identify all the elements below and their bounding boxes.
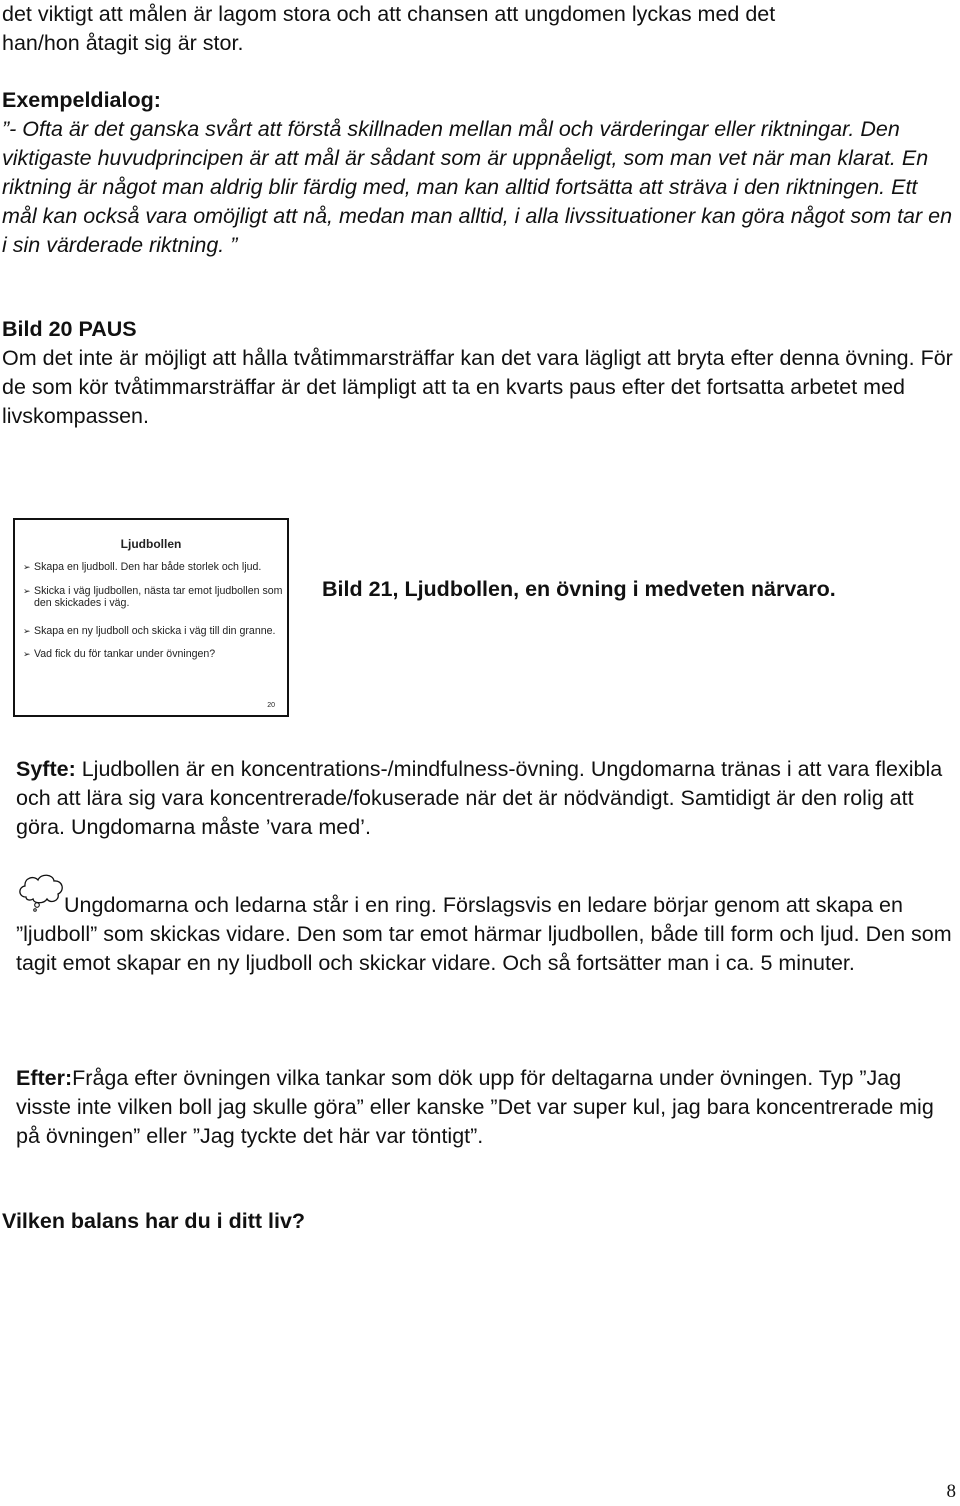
closing-heading: Vilken balans har du i ditt liv? xyxy=(2,1209,306,1233)
syfte-paragraph xyxy=(16,755,956,842)
syfte-label: Syfte: xyxy=(16,757,76,781)
intro-line-1: det viktigt att målen är lagom stora och att chansen att ungdomen lyckas med det xyxy=(2,2,776,26)
syfte-text: Ljudbollen är en koncentrations-/mindfulness-övning. Ungdomarna tränas i att vara flexibla och att lära sig vara koncentrerade/fokuserade när det är nödvändigt. Samtidigt är den rolig att göra. Ungdomarna måste ’vara med’. xyxy=(16,757,943,839)
intro-paragraph xyxy=(2,0,957,58)
instructions-paragraph xyxy=(16,891,956,978)
arrow-bullet-icon: ➢ xyxy=(23,649,31,659)
slide-bullet: ➢ Skapa en ljudboll. Den har både storlek och ljud. xyxy=(23,561,262,573)
bild20-heading: Bild 20 PAUS xyxy=(2,317,137,341)
efter-paragraph xyxy=(16,1064,956,1151)
instructions-text: Ungdomarna och ledarna står i en ring. Förslagsvis en ledare börjar genom att skapa en ”ljudboll” som skickas vidare. Den som tar emot härmar ljudbollen, både till form och ljud. Den som tagit emot skapar en ny ljudboll och skickar vidare. Och så fortsätter man i ca. 5 minuter. xyxy=(16,893,952,975)
slide-bullet: ➢ Skicka i väg ljudbollen, nästa tar emot ljudbollen som den skickades i väg. xyxy=(23,584,283,609)
slide-bullet: ➢ Vad fick du för tankar under övningen? xyxy=(23,648,216,660)
slide-bullet: ➢ Skapa en ny ljudboll och skicka i väg till din granne. xyxy=(23,624,276,637)
slide-number: 20 xyxy=(267,701,275,709)
slide-bullet-list xyxy=(23,561,283,672)
page-number: 8 xyxy=(946,1481,956,1502)
slide-caption: Bild 21, Ljudbollen, en övning i medveten närvaro. xyxy=(322,577,836,601)
arrow-bullet-icon: ➢ xyxy=(23,562,31,572)
efter-label: Efter: xyxy=(16,1066,73,1090)
arrow-bullet-icon: ➢ xyxy=(23,625,31,636)
slide-title: Ljudbollen xyxy=(120,537,182,551)
example-dialog xyxy=(2,86,957,260)
intro-line-2: han/hon åtagit sig är stor. xyxy=(2,31,244,55)
example-text: ”- Ofta är det ganska svårt att förstå skillnaden mellan mål och värderingar eller riktningar. Den viktigaste huvudprincipen är att mål är sådant som är uppnåeligt, som man vet när man klarat. En riktning är något man aldrig blir färdig med, man kan alltid fortsätta att sträva i den riktningen. Ett mål kan också vara omöjligt att nå, medan man alltid, i alla livssituationer kan göra något som tar en i sin värderade riktning. ” xyxy=(2,117,953,257)
arrow-bullet-icon: ➢ xyxy=(23,585,31,596)
efter-text: Fråga efter övningen vilka tankar som dök upp för deltagarna under övningen. Typ ”Jag visste inte vilken boll jag skulle göra” eller kanske ”Det var super kul, jag bara koncentrerade mig på övningen” eller ”Jag tyckte det här var töntigt”. xyxy=(16,1066,934,1148)
example-heading: Exempeldialog: xyxy=(2,88,161,112)
bild20-section xyxy=(2,315,957,431)
slide-thumbnail xyxy=(13,518,289,717)
bild20-text: Om det inte är möjligt att hålla tvåtimmarsträffar kan det vara lägligt att bryta efter denna övning. För de som kör tvåtimmarsträffar är det lämpligt att ta en kvarts paus efter det fortsatta arbetet med livskompassen. xyxy=(2,346,953,428)
